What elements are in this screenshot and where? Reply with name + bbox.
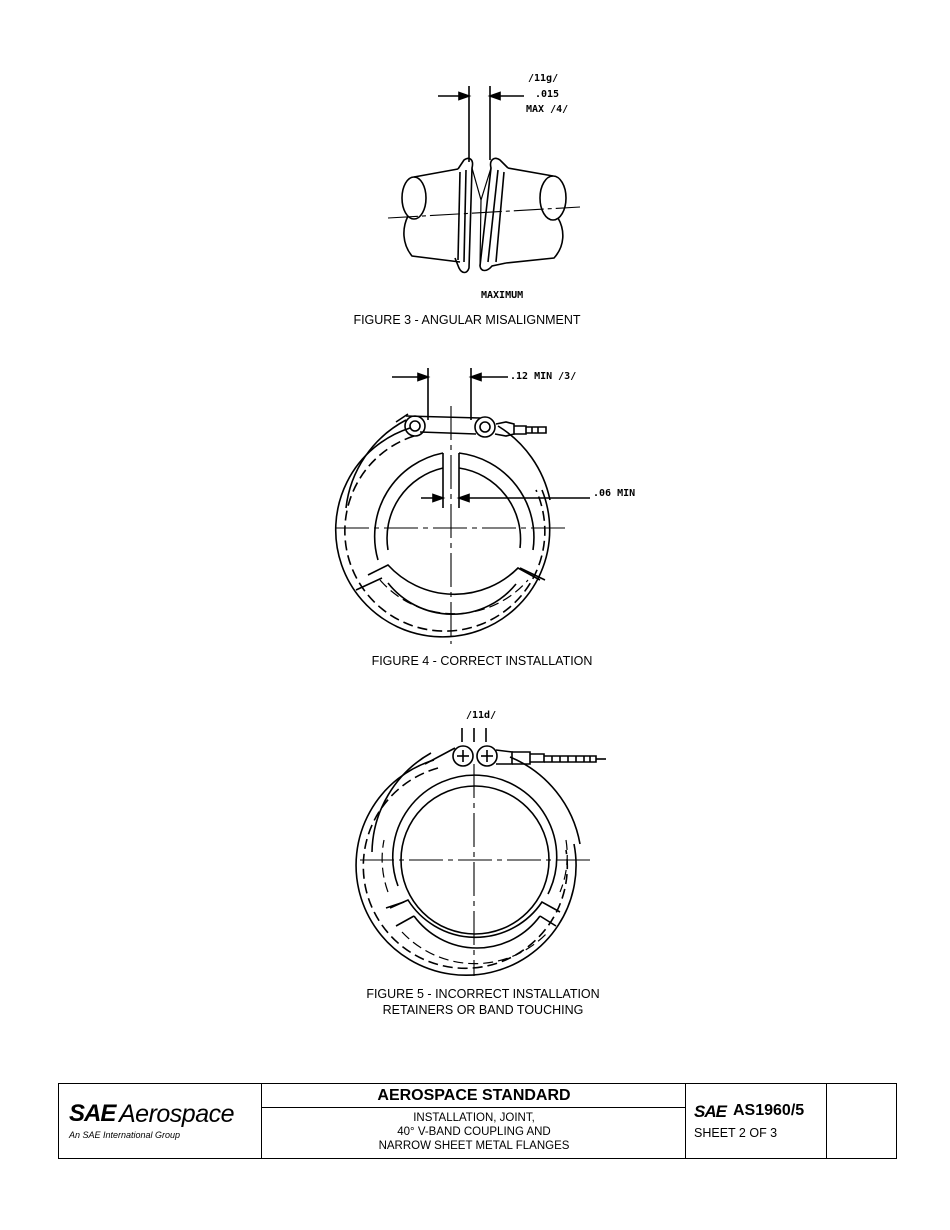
title-block-docnum-cell	[686, 1084, 827, 1158]
figure-3-caption: FIGURE 3 - ANGULAR MISALIGNMENT	[353, 313, 581, 327]
sheet-number: SHEET 2 OF 3	[694, 1126, 778, 1140]
title-block-blank-cell	[827, 1084, 896, 1158]
document-number: AS1960/5	[733, 1102, 805, 1119]
sae-small-logo: SAE	[694, 1102, 726, 1121]
figure-3	[0, 0, 950, 340]
figure-4-drawing	[0, 340, 950, 680]
figure-4-caption: FIGURE 4 - CORRECT INSTALLATION	[371, 654, 593, 668]
document-description	[262, 1111, 686, 1153]
description-line-3: NARROW SHEET METAL FLANGES	[378, 1140, 570, 1152]
figure-5-drawing	[0, 680, 950, 1030]
description-line-1: INSTALLATION, JOINT,	[413, 1112, 535, 1124]
figure-5	[0, 680, 950, 1030]
description-line-2: 40° V-BAND COUPLING AND	[397, 1126, 551, 1138]
figure-5-caption-line2: RETAINERS OR BAND TOUCHING	[382, 1003, 584, 1017]
figure-4-gap-label: .12 MIN /3/	[510, 371, 577, 382]
figure-5-caption-line1: FIGURE 5 - INCORRECT INSTALLATION	[366, 987, 600, 1001]
standard-title: AEROSPACE STANDARD	[377, 1087, 571, 1104]
figure-3-drawing	[0, 0, 950, 340]
aerospace-wordmark: Aerospace	[119, 1100, 235, 1128]
title-block	[58, 1083, 897, 1159]
title-divider	[262, 1107, 686, 1108]
figure-3-maximum-note: MAXIMUM	[481, 290, 524, 301]
figure-4	[0, 340, 950, 680]
figure-3-ref-label: /11g/	[528, 73, 559, 84]
title-block-logo-cell	[59, 1084, 262, 1158]
figure-5-ref-label: /11d/	[466, 710, 497, 721]
figure-4-clearance-label: .06 MIN	[593, 488, 636, 499]
logo-tagline: An SAE International Group	[69, 1130, 181, 1140]
figure-3-max-label: MAX /4/	[526, 104, 569, 115]
figure-3-tolerance-label: .015	[535, 89, 560, 100]
sae-logo: SAE	[69, 1100, 116, 1127]
title-block-description-cell	[262, 1084, 686, 1158]
